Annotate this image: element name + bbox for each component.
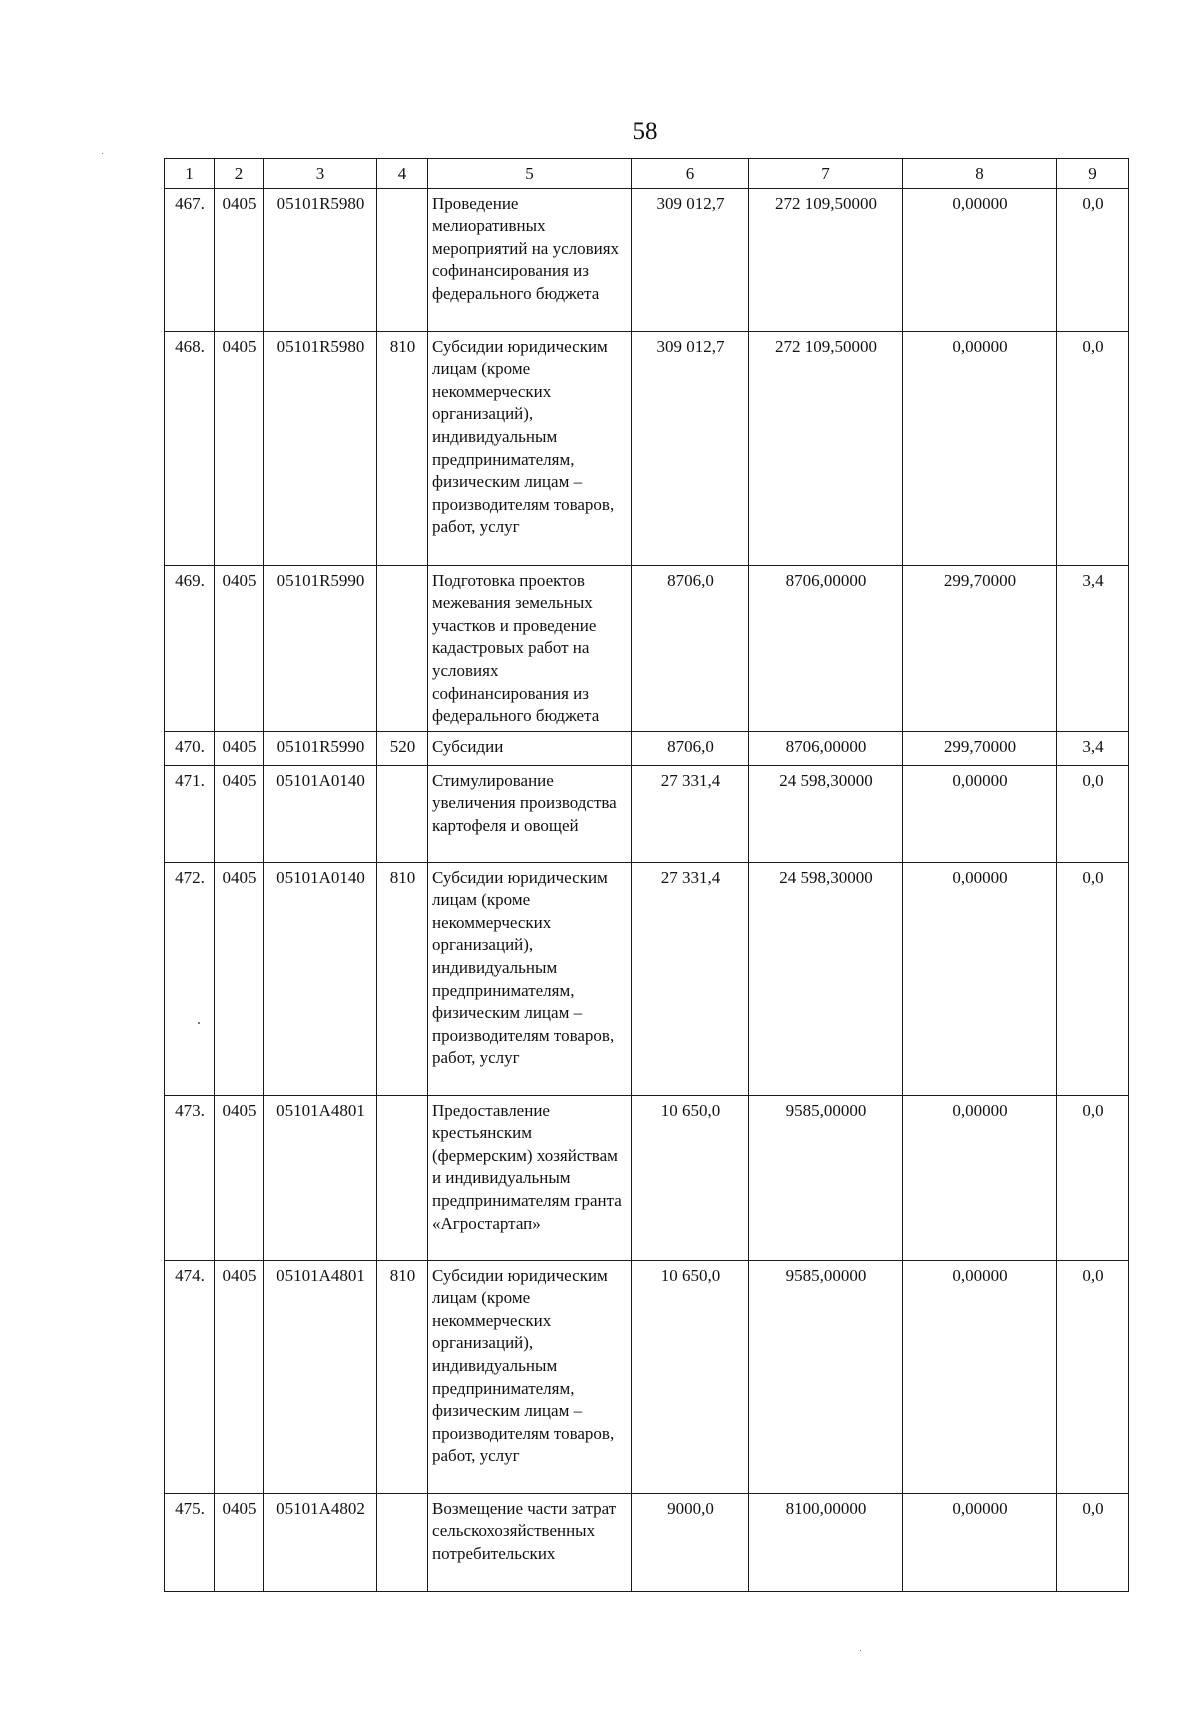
value-col-6: 8706,0	[632, 565, 749, 731]
target-article-code: 05101A4801	[264, 1260, 377, 1493]
header-cell: 2	[215, 159, 264, 189]
expense-type-code	[377, 565, 428, 731]
table-row	[165, 765, 1129, 862]
section-code: 0405	[215, 1260, 264, 1493]
target-article-code: 05101A4802	[264, 1493, 377, 1591]
value-col-9: 3,4	[1057, 565, 1129, 731]
header-cell: 1	[165, 159, 215, 189]
value-col-8: 299,70000	[903, 565, 1057, 731]
value-col-8: 0,00000	[903, 765, 1057, 862]
row-number: 468.	[165, 331, 215, 565]
table-row	[165, 1095, 1129, 1260]
header-row	[165, 159, 1129, 189]
value-col-9: 0,0	[1057, 331, 1129, 565]
value-col-9: 0,0	[1057, 1095, 1129, 1260]
row-number: 467.	[165, 188, 215, 331]
section-code: 0405	[215, 331, 264, 565]
target-article-code: 05101R5990	[264, 565, 377, 731]
header-cell: 8	[903, 159, 1057, 189]
header-cell: 9	[1057, 159, 1129, 189]
section-code: 0405	[215, 565, 264, 731]
table-row	[165, 1493, 1129, 1591]
value-col-9: 0,0	[1057, 862, 1129, 1095]
value-col-8: 0,00000	[903, 188, 1057, 331]
section-code: 0405	[215, 1095, 264, 1260]
section-code: 0405	[215, 1493, 264, 1591]
row-number: 471.	[165, 765, 215, 862]
header-cell: 4	[377, 159, 428, 189]
target-article-code: 05101R5980	[264, 331, 377, 565]
row-number: 472.	[165, 862, 215, 1095]
section-code: 0405	[215, 765, 264, 862]
value-col-8: 299,70000	[903, 731, 1057, 765]
value-col-6: 8706,0	[632, 731, 749, 765]
scan-speck	[102, 153, 103, 154]
header-cell: 3	[264, 159, 377, 189]
expense-type-code	[377, 188, 428, 331]
value-col-6: 10 650,0	[632, 1095, 749, 1260]
table-row	[165, 862, 1129, 1095]
item-name: Субсидии юридическим лицам (кроме некоммерческих организаций), индивидуальным предпринимателям, физическим лицам – производителям товаров, работ, услуг	[428, 1260, 632, 1493]
value-col-6: 27 331,4	[632, 765, 749, 862]
item-name: Предоставление крестьянским (фермерским) хозяйствам и индивидуальным предпринимателям гранта «Агростартап»	[428, 1095, 632, 1260]
scan-speck	[860, 1650, 861, 1651]
item-name: Субсидии юридическим лицам (кроме некоммерческих организаций), индивидуальным предпринимателям, физическим лицам – производителям товаров, работ, услуг	[428, 862, 632, 1095]
expense-type-code	[377, 765, 428, 862]
value-col-6: 309 012,7	[632, 188, 749, 331]
value-col-7: 8100,00000	[749, 1493, 903, 1591]
section-code: 0405	[215, 862, 264, 1095]
value-col-7: 8706,00000	[749, 731, 903, 765]
target-article-code: 05101A4801	[264, 1095, 377, 1260]
header-cell: 5	[428, 159, 632, 189]
row-number: 474.	[165, 1260, 215, 1493]
value-col-9: 0,0	[1057, 1493, 1129, 1591]
value-col-9: 0,0	[1057, 1260, 1129, 1493]
value-col-7: 24 598,30000	[749, 765, 903, 862]
value-col-7: 272 109,50000	[749, 331, 903, 565]
value-col-7: 24 598,30000	[749, 862, 903, 1095]
item-name: Возмещение части затрат сельскохозяйственных потребительских	[428, 1493, 632, 1591]
value-col-6: 309 012,7	[632, 331, 749, 565]
value-col-9: 3,4	[1057, 731, 1129, 765]
table-row	[165, 565, 1129, 731]
page-number: 58	[632, 118, 658, 145]
scan-speck	[198, 1022, 200, 1024]
header-cell: 6	[632, 159, 749, 189]
expense-type-code: 810	[377, 862, 428, 1095]
item-name: Субсидии юридическим лицам (кроме некоммерческих организаций), индивидуальным предпринимателям, физическим лицам – производителям товаров, работ, услуг	[428, 331, 632, 565]
target-article-code: 05101A0140	[264, 765, 377, 862]
budget-table	[164, 158, 1129, 1592]
target-article-code: 05101A0140	[264, 862, 377, 1095]
row-number: 473.	[165, 1095, 215, 1260]
section-code: 0405	[215, 188, 264, 331]
item-name: Проведение мелиоративных мероприятий на условиях софинансирования из федерального бюджета	[428, 188, 632, 331]
row-number: 475.	[165, 1493, 215, 1591]
value-col-7: 8706,00000	[749, 565, 903, 731]
value-col-6: 9000,0	[632, 1493, 749, 1591]
row-number: 469.	[165, 565, 215, 731]
target-article-code: 05101R5980	[264, 188, 377, 331]
target-article-code: 05101R5990	[264, 731, 377, 765]
value-col-6: 10 650,0	[632, 1260, 749, 1493]
value-col-7: 272 109,50000	[749, 188, 903, 331]
value-col-6: 27 331,4	[632, 862, 749, 1095]
expense-type-code: 810	[377, 1260, 428, 1493]
item-name: Стимулирование увеличения производства картофеля и овощей	[428, 765, 632, 862]
value-col-9: 0,0	[1057, 188, 1129, 331]
table-row	[165, 731, 1129, 765]
expense-type-code	[377, 1493, 428, 1591]
value-col-8: 0,00000	[903, 331, 1057, 565]
expense-type-code	[377, 1095, 428, 1260]
value-col-7: 9585,00000	[749, 1260, 903, 1493]
value-col-7: 9585,00000	[749, 1095, 903, 1260]
item-name: Субсидии	[428, 731, 632, 765]
value-col-8: 0,00000	[903, 862, 1057, 1095]
item-name: Подготовка проектов межевания земельных участков и проведение кадастровых работ на условиях софинансирования из федерального бюджета	[428, 565, 632, 731]
expense-type-code: 810	[377, 331, 428, 565]
table-row	[165, 1260, 1129, 1493]
row-number: 470.	[165, 731, 215, 765]
value-col-8: 0,00000	[903, 1260, 1057, 1493]
value-col-9: 0,0	[1057, 765, 1129, 862]
expense-type-code: 520	[377, 731, 428, 765]
table-row	[165, 188, 1129, 331]
value-col-8: 0,00000	[903, 1095, 1057, 1260]
value-col-8: 0,00000	[903, 1493, 1057, 1591]
table-row	[165, 331, 1129, 565]
section-code: 0405	[215, 731, 264, 765]
header-cell: 7	[749, 159, 903, 189]
